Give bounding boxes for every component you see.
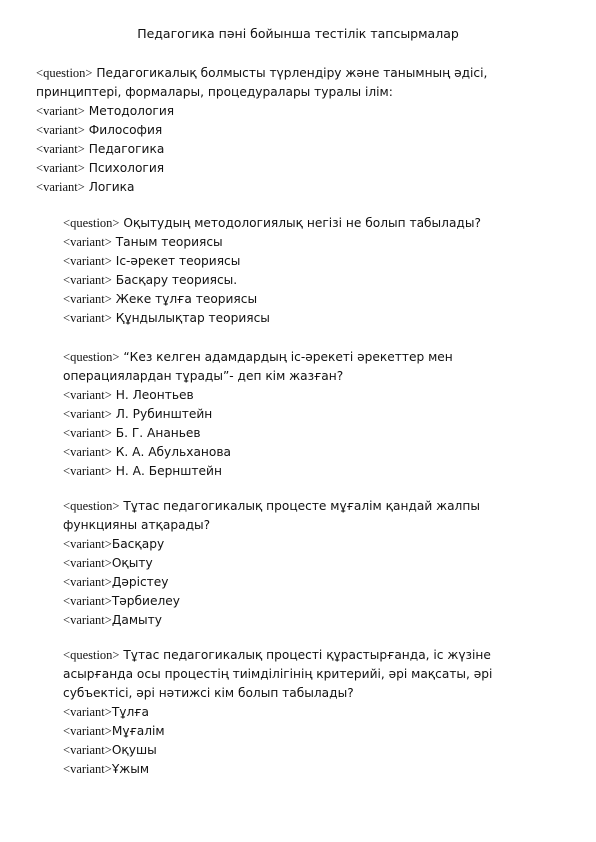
variant-tag: < variant >	[63, 556, 112, 570]
variant-text: Психология	[88, 161, 165, 175]
variant-text: Оқушы	[111, 743, 157, 757]
variant-text: Құндылықтар теориясы	[115, 311, 270, 325]
question-text: “Кез келген адамдардың іс-әрекеті әрекеттер мен	[123, 350, 453, 364]
question-line	[63, 214, 583, 233]
question-line	[63, 497, 583, 516]
variant-tag: < variant >	[63, 292, 112, 306]
variant-line	[63, 252, 583, 271]
variant-tag: < variant >	[63, 407, 112, 421]
question-text-continued: принциптері, формалары, процедуралары туралы ілім:	[36, 85, 393, 99]
variant-text: Оқыту	[111, 556, 153, 570]
question-block	[36, 64, 576, 197]
question-text: Тұтас педагогикалық процесте мұғалім қандай жалпы	[123, 499, 480, 513]
variant-text: Дамыту	[111, 613, 162, 627]
variant-tag: < variant >	[36, 180, 85, 194]
variant-text: К. А. Абульханова	[115, 445, 232, 459]
question-text-continued: субъектісі, әрі нәтижсі кім болып табылады?	[63, 686, 354, 700]
document-title: Педагогика пәні бойынша тестілік тапсырмалар	[137, 26, 459, 41]
question-tag: < question >	[36, 66, 92, 80]
variant-line	[63, 290, 583, 309]
variant-line	[63, 271, 583, 290]
question-tag: < question >	[63, 350, 119, 364]
variant-text: Педагогика	[88, 142, 165, 156]
variant-text: Басқару теориясы.	[115, 273, 238, 287]
variant-text: Л. Рубинштейн	[115, 407, 213, 421]
variant-line	[36, 159, 576, 178]
variant-tag: < variant >	[63, 235, 112, 249]
variant-text: Тұлға	[111, 705, 149, 719]
variant-text: Философия	[88, 123, 163, 137]
variant-text: Жеке тұлға теориясы	[115, 292, 258, 306]
variant-line	[63, 405, 583, 424]
variant-text: Дәрістеу	[111, 575, 169, 589]
variant-line	[36, 140, 576, 159]
variant-line	[63, 722, 583, 741]
question-text-continued: асырғанда осы процестің тиімділігінің критерийі, әрі мақсаты, әрі	[63, 667, 493, 681]
question-text-continued: функцияны атқарады?	[63, 518, 211, 532]
variant-text: Б. Г. Ананьев	[115, 426, 201, 440]
variant-tag: < variant >	[63, 575, 112, 589]
variant-line	[36, 178, 576, 197]
variant-tag: < variant >	[63, 537, 112, 551]
question-tag: < question >	[63, 648, 119, 662]
variant-line	[63, 233, 583, 252]
variant-line	[63, 573, 583, 592]
question-text: Оқытудың методологиялық негізі не болып табылады?	[123, 216, 481, 230]
variant-tag: < variant >	[63, 762, 112, 776]
question-text-continued: операциялардан тұрады”- деп кім жазған?	[63, 369, 344, 383]
variant-tag: < variant >	[36, 161, 85, 175]
variant-line	[63, 309, 583, 328]
variant-line	[63, 462, 583, 481]
variant-line	[63, 424, 583, 443]
variant-text: Таным теориясы	[115, 235, 223, 249]
question-text: Педагогикалық болмысты түрлендіру және танымның әдісі,	[96, 66, 488, 80]
variant-line	[36, 102, 576, 121]
variant-tag: < variant >	[36, 104, 85, 118]
variant-tag: < variant >	[63, 724, 112, 738]
variant-text: Н. А. Бернштейн	[115, 464, 222, 478]
variant-text: Ұжым	[111, 762, 150, 776]
variant-tag: < variant >	[63, 464, 112, 478]
variant-tag: < variant >	[63, 743, 112, 757]
question-block	[63, 348, 583, 481]
variant-line	[63, 554, 583, 573]
question-text: Тұтас педагогикалық процесті құрастырғанда, іс жүзіне	[123, 648, 491, 662]
variant-text: Н. Леонтьев	[115, 388, 194, 402]
question-block	[63, 214, 583, 328]
variant-tag: < variant >	[63, 613, 112, 627]
variant-tag: < variant >	[36, 142, 85, 156]
variant-text: Іс-әрекет теориясы	[115, 254, 241, 268]
variant-tag: < variant >	[63, 426, 112, 440]
variant-line	[63, 611, 583, 630]
question-line	[36, 64, 576, 83]
variant-tag: < variant >	[36, 123, 85, 137]
variant-line	[63, 741, 583, 760]
question-line	[63, 348, 583, 367]
variant-line	[36, 121, 576, 140]
variant-line	[63, 535, 583, 554]
question-tag: < question >	[63, 499, 119, 513]
question-block	[63, 497, 583, 630]
variant-line	[63, 443, 583, 462]
variant-text: Логика	[88, 180, 135, 194]
variant-text: Тәрбиелеу	[111, 594, 180, 608]
variant-tag: < variant >	[63, 705, 112, 719]
variant-line	[63, 592, 583, 611]
variant-line	[63, 760, 583, 779]
variant-tag: < variant >	[63, 273, 112, 287]
variant-tag: < variant >	[63, 388, 112, 402]
variant-text: Басқару	[111, 537, 165, 551]
question-line	[63, 646, 583, 665]
variant-text: Мұғалім	[111, 724, 165, 738]
variant-tag: < variant >	[63, 311, 112, 325]
question-block	[63, 646, 583, 779]
variant-tag: < variant >	[63, 445, 112, 459]
variant-tag: < variant >	[63, 254, 112, 268]
variant-line	[63, 386, 583, 405]
variant-line	[63, 703, 583, 722]
variant-tag: < variant >	[63, 594, 112, 608]
question-tag: < question >	[63, 216, 119, 230]
variant-text: Методология	[88, 104, 175, 118]
